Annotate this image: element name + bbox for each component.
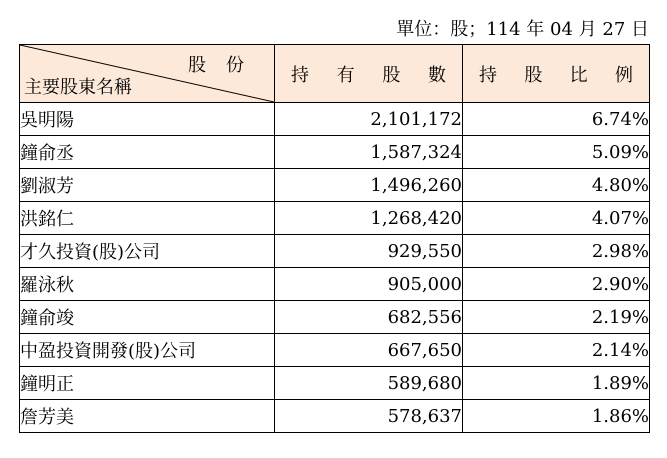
header-char: 股: [524, 64, 543, 86]
holder-name-cell: 才久投資(股)公司: [20, 235, 275, 268]
table-header-row: [20, 45, 650, 103]
header-char: 比: [569, 64, 588, 86]
table-row: [20, 334, 650, 367]
table-row: [20, 202, 650, 235]
shares-cell: 1,268,420: [275, 202, 463, 235]
ratio-cell: 6.74%: [463, 103, 650, 136]
shares-cell: 929,550: [275, 235, 463, 268]
ratio-cell: 5.09%: [463, 136, 650, 169]
holder-name-cell: 詹芳美: [20, 400, 275, 433]
ratio-cell: 1.89%: [463, 367, 650, 400]
shares-cell: 578,637: [275, 400, 463, 433]
header-char: 股: [382, 64, 401, 86]
table-row: [20, 235, 650, 268]
header-shares-held: [275, 45, 463, 103]
holder-name-cell: 鐘俞丞: [20, 136, 275, 169]
holder-name-cell: 鐘明正: [20, 367, 275, 400]
shares-cell: 905,000: [275, 268, 463, 301]
table-row: [20, 367, 650, 400]
table-row: [20, 136, 650, 169]
table-row: [20, 268, 650, 301]
ratio-cell: 4.80%: [463, 169, 650, 202]
shares-cell: 1,587,324: [275, 136, 463, 169]
header-holding-ratio: [463, 45, 650, 103]
header-char: 持: [291, 64, 309, 86]
table-row: [20, 301, 650, 334]
shares-cell: 589,680: [275, 367, 463, 400]
ratio-cell: 1.86%: [463, 400, 650, 433]
ratio-cell: 4.07%: [463, 202, 650, 235]
table-row: [20, 169, 650, 202]
holder-name-cell: 中盈投資開發(股)公司: [20, 334, 275, 367]
shares-cell: 682,556: [275, 301, 463, 334]
header-char: 數: [427, 64, 446, 86]
shareholder-table: [19, 44, 650, 433]
ratio-cell: 2.90%: [463, 268, 650, 301]
header-shares-label: 股份: [188, 55, 264, 76]
header-char: 有: [336, 64, 355, 86]
header-holder-name-label: 主要股東名稱: [24, 77, 132, 98]
shares-cell: 667,650: [275, 334, 463, 367]
shares-cell: 1,496,260: [275, 169, 463, 202]
ratio-cell: 2.19%: [463, 301, 650, 334]
diagonal-header-cell: [20, 45, 275, 103]
holder-name-cell: 劉淑芳: [20, 169, 275, 202]
unit-note: 單位：股；114 年 04 月 27 日: [396, 19, 649, 40]
header-char: 持: [479, 64, 497, 86]
ratio-cell: 2.14%: [463, 334, 650, 367]
table-body: [20, 103, 650, 433]
holder-name-cell: 吳明陽: [20, 103, 275, 136]
header-char: 例: [614, 64, 633, 86]
ratio-cell: 2.98%: [463, 235, 650, 268]
shares-cell: 2,101,172: [275, 103, 463, 136]
holder-name-cell: 洪銘仁: [20, 202, 275, 235]
holder-name-cell: 羅泳秋: [20, 268, 275, 301]
table-row: [20, 103, 650, 136]
holder-name-cell: 鐘俞竣: [20, 301, 275, 334]
table-row: [20, 400, 650, 433]
